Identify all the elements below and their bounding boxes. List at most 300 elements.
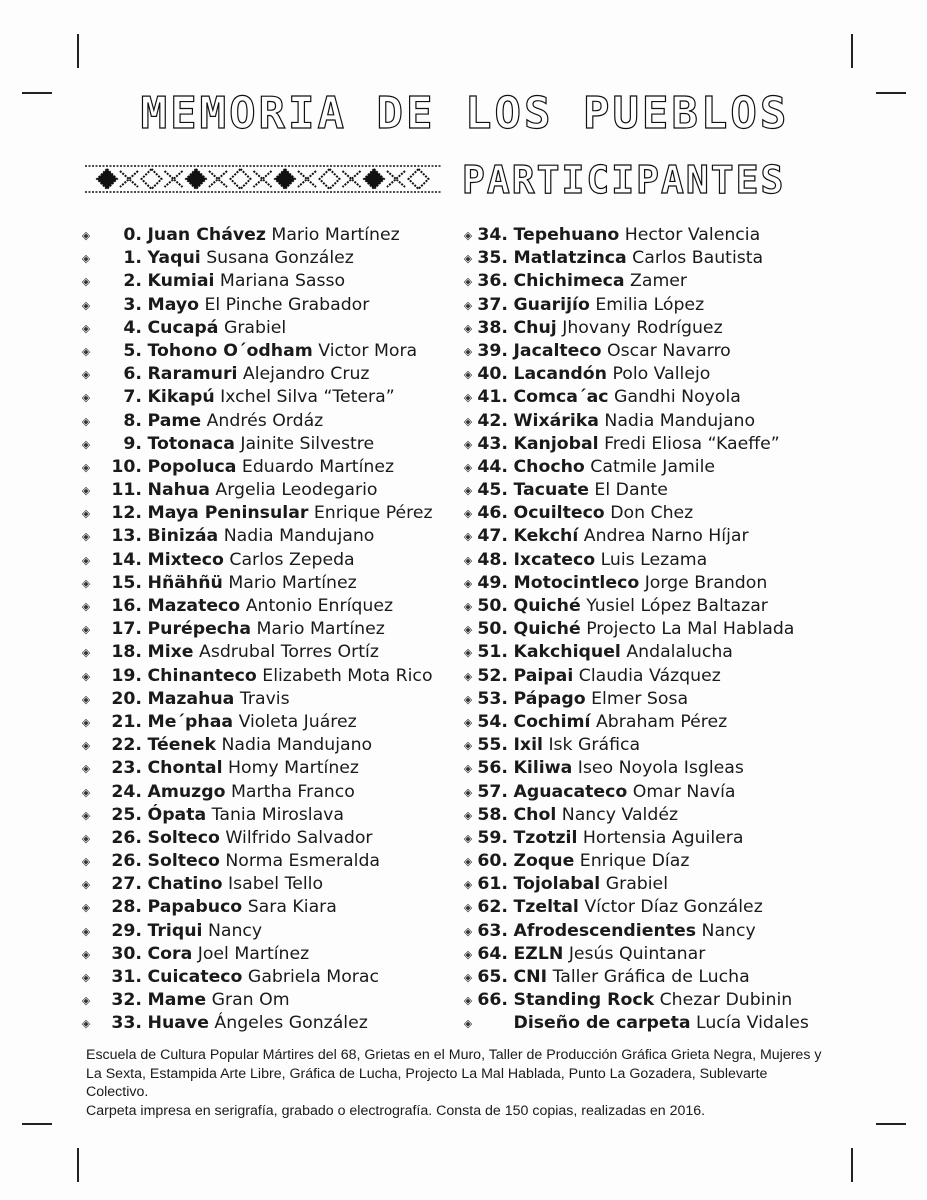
diamond-bullet-icon: ◈	[463, 994, 473, 1008]
diamond-bullet-icon: ◈	[81, 669, 91, 683]
entry-number: 1.	[123, 248, 142, 269]
embroidered-pattern-band	[85, 162, 441, 196]
diamond-bullet-icon: ◈	[463, 368, 473, 382]
list-item	[462, 270, 837, 293]
entry-number: 11.	[111, 480, 142, 501]
artist-name: Taller Gráfica de Lucha	[552, 967, 750, 987]
list-item	[462, 920, 837, 943]
diamond-bullet-icon: ◈	[81, 600, 91, 613]
diamond-bullet-icon: ◈	[463, 947, 473, 961]
list-item	[462, 711, 837, 734]
entry-number: 46.	[477, 503, 508, 524]
diamond-bullet-icon: ◈	[81, 530, 91, 544]
artist-name: Nancy Valdéz	[561, 804, 679, 825]
list-item	[462, 641, 837, 664]
people-name: Chol	[513, 804, 557, 825]
artist-name: Alejandro Cruz	[242, 364, 370, 385]
people-name: Amuzgo	[147, 781, 226, 802]
crop-mark	[77, 1148, 79, 1182]
list-item	[80, 1012, 455, 1035]
people-name: Mixe	[147, 642, 194, 663]
artist-name: Gabriela Morac	[247, 967, 379, 987]
people-name: Chinanteco	[147, 665, 257, 686]
entry-number: 28.	[111, 897, 142, 918]
entry-number: 6.	[123, 364, 142, 385]
entry-number: 20.	[111, 688, 142, 709]
list-item	[462, 294, 837, 317]
list-item	[80, 873, 455, 896]
artist-name: Isk Gráfica	[548, 735, 641, 756]
artist-name: Nancy	[701, 920, 756, 941]
list-item	[80, 641, 455, 664]
diamond-bullet-icon: ◈	[81, 994, 91, 1008]
participants-list-left	[80, 224, 455, 1036]
diamond-bullet-icon: ◈	[81, 947, 91, 961]
people-name: Nahua	[147, 480, 210, 501]
artist-name: Enrique Díaz	[579, 851, 690, 872]
artist-name: Luis Lezama	[600, 549, 708, 570]
entry-number: 36.	[477, 271, 508, 292]
list-item	[80, 711, 455, 734]
artist-name: Jainite Silvestre	[240, 433, 375, 454]
artist-name: Víctor Díaz González	[584, 897, 763, 918]
participants-heading: PARTICIPANTES	[462, 158, 786, 202]
people-name: Kakchiquel	[513, 642, 621, 663]
artist-name: Jesús Quintanar	[568, 943, 706, 964]
people-name: Hñähñü	[147, 572, 223, 593]
list-item	[462, 734, 837, 757]
people-name: Jacalteco	[513, 340, 602, 361]
diamond-bullet-icon: ◈	[463, 924, 473, 938]
edition-text: Carpeta impresa en serigrafía, grabado o electrografía. Consta de 150 copias, realizadas en 2016.	[86, 1102, 706, 1119]
people-name: Mixteco	[147, 549, 224, 570]
list-item	[80, 896, 455, 919]
entry-number: 24.	[111, 781, 142, 802]
diamond-bullet-icon: ◈	[463, 344, 473, 358]
artist-name: Mario Martínez	[271, 225, 400, 245]
entry-number: 3.	[123, 294, 142, 315]
artist-name: Abraham Pérez	[595, 711, 728, 732]
entry-number: 38.	[477, 317, 508, 338]
entry-number: 23.	[111, 758, 142, 779]
artist-name: Mario Martínez	[256, 619, 385, 640]
people-name: Kiliwa	[513, 758, 573, 779]
list-item	[80, 989, 455, 1012]
diamond-bullet-icon: ◈	[81, 901, 91, 915]
people-name: Matlatzinca	[513, 248, 627, 269]
people-name: Aguacateco	[513, 781, 628, 802]
entry-number: 47.	[477, 526, 508, 547]
diamond-bullet-icon: ◈	[81, 739, 91, 753]
list-item	[462, 433, 837, 456]
diamond-bullet-icon: ◈	[81, 576, 91, 590]
artist-name: Victor Mora	[318, 340, 418, 361]
diamond-bullet-icon: ◈	[81, 692, 91, 706]
entry-number: 33.	[111, 1013, 142, 1034]
diamond-bullet-icon: ◈	[81, 762, 91, 776]
diamond-bullet-icon: ◈	[463, 1017, 473, 1031]
artist-name: El Dante	[594, 480, 668, 501]
diamond-bullet-icon: ◈	[463, 623, 473, 637]
list-item	[80, 340, 455, 363]
artist-name: Norma Esmeralda	[225, 851, 381, 872]
artist-name: Catmile Jamile	[590, 456, 716, 477]
crop-mark	[876, 92, 906, 94]
artist-name: Jorge Brandon	[644, 572, 768, 593]
entry-number: 4.	[123, 317, 142, 338]
people-name: Chatino	[147, 874, 223, 895]
entry-number: 0.	[123, 225, 142, 245]
artist-name: Tania Miroslava	[211, 804, 344, 825]
list-item	[462, 757, 837, 780]
diamond-bullet-icon: ◈	[463, 437, 473, 451]
entry-number: 51.	[477, 642, 508, 663]
diamond-bullet-icon: ◈	[81, 785, 91, 799]
diamond-bullet-icon: ◈	[81, 484, 91, 498]
diamond-bullet-icon: ◈	[81, 229, 91, 242]
entry-number: 10.	[111, 456, 142, 477]
artist-name: Antonio Enríquez	[245, 596, 394, 616]
artist-name: Travis	[239, 688, 290, 709]
entry-number: 59.	[477, 827, 508, 848]
list-item	[80, 781, 455, 804]
people-name: Mame	[147, 990, 207, 1011]
people-name: Solteco	[147, 851, 220, 872]
entry-number: 57.	[477, 781, 508, 802]
people-name: Kekchí	[513, 526, 579, 547]
entry-number: 44.	[477, 456, 508, 477]
list-item	[462, 247, 837, 270]
people-name: EZLN	[513, 943, 564, 964]
list-item	[462, 850, 837, 873]
entry-number: 15.	[111, 572, 142, 593]
diamond-bullet-icon: ◈	[463, 739, 473, 753]
entry-number: 50.	[477, 619, 508, 640]
people-name: Ixil	[513, 735, 543, 756]
people-name: Chuj	[513, 317, 557, 338]
list-item	[462, 781, 837, 804]
artist-name: Yusiel López Baltazar	[586, 596, 768, 616]
people-name: Pápago	[513, 688, 586, 709]
artist-name: Isabel Tello	[228, 874, 324, 895]
diamond-bullet-icon: ◈	[463, 414, 473, 428]
artist-name: Jhovany Rodríguez	[562, 317, 723, 338]
entry-number: 26.	[111, 827, 142, 848]
diamond-bullet-icon: ◈	[81, 553, 91, 567]
entry-number: 55.	[477, 735, 508, 756]
list-item	[80, 572, 455, 595]
list-item	[462, 386, 837, 409]
artist-name: Omar Navía	[632, 781, 736, 802]
entry-number: 22.	[111, 735, 142, 756]
list-item	[462, 317, 837, 340]
diamond-bullet-icon: ◈	[81, 368, 91, 382]
diamond-bullet-icon: ◈	[81, 808, 91, 822]
crop-mark	[77, 34, 79, 68]
entry-number: 26.	[111, 851, 142, 872]
diamond-bullet-icon: ◈	[81, 275, 91, 289]
people-name: Quiché	[513, 596, 581, 616]
artist-name: Nadia Mandujano	[223, 526, 375, 547]
diamond-bullet-icon: ◈	[463, 808, 473, 822]
diamond-bullet-icon: ◈	[81, 878, 91, 892]
people-name: Maya Peninsular	[147, 503, 309, 524]
diamond-bullet-icon: ◈	[463, 971, 473, 984]
list-item	[80, 317, 455, 340]
entry-number: 58.	[477, 804, 508, 825]
artist-name: Carlos Zepeda	[229, 549, 355, 570]
artist-name: Eduardo Martínez	[241, 456, 395, 477]
list-item	[462, 989, 837, 1012]
list-item	[462, 363, 837, 386]
list-item	[462, 340, 837, 363]
list-item	[80, 410, 455, 433]
artist-name: Projecto La Mal Hablada	[586, 619, 795, 640]
people-name: Tepehuano	[513, 225, 620, 245]
artist-name: Mario Martínez	[228, 572, 357, 593]
people-name: Comca´ac	[513, 387, 609, 408]
collectives-text: Escuela de Cultura Popular Mártires del 68, Grietas en el Muro, Taller de Producción Gráfica Grieta Negra, Mujeres y La Sexta, Estampida Arte Libre, Gráfica de Lucha, Projecto La Mal Hablada, Punto La Gozadera, Sublevarte Colectivo.	[86, 1047, 822, 1101]
artist-name: Zamer	[630, 271, 688, 292]
diamond-bullet-icon: ◈	[81, 1017, 91, 1031]
list-item	[80, 224, 455, 247]
list-item	[80, 734, 455, 757]
people-name: Cucapá	[147, 317, 219, 338]
artist-name: Martha Franco	[231, 781, 355, 802]
people-name: Guarijío	[513, 294, 590, 315]
crop-mark	[22, 92, 52, 94]
people-name: Cochimí	[513, 711, 591, 732]
entry-number: 18.	[111, 642, 142, 663]
entry-number: 29.	[111, 920, 142, 941]
entry-number: 32.	[111, 990, 142, 1011]
people-name: Téenek	[147, 735, 216, 756]
list-item	[80, 502, 455, 525]
list-item	[80, 665, 455, 688]
people-name: Afrodescendientes	[513, 920, 697, 941]
entry-number: 17.	[111, 619, 142, 640]
list-item	[80, 386, 455, 409]
list-item	[80, 247, 455, 270]
artist-name: Asdrubal Torres Ortíz	[199, 642, 379, 663]
people-name: Standing Rock	[513, 990, 655, 1011]
diamond-bullet-icon: ◈	[463, 762, 473, 776]
list-item	[80, 525, 455, 548]
crop-mark	[851, 1148, 853, 1182]
people-name: Pame	[147, 410, 202, 431]
artist-name: Fredi Eliosa “Kaeffe”	[604, 433, 780, 454]
people-name: Huave	[147, 1013, 209, 1034]
artist-name: Nadia Mandujano	[604, 410, 756, 431]
entry-number: 8.	[123, 410, 142, 431]
diamond-bullet-icon: ◈	[81, 344, 91, 358]
entry-number: 45.	[477, 480, 508, 501]
diamond-bullet-icon: ◈	[81, 855, 91, 869]
diamond-bullet-icon: ◈	[463, 484, 473, 498]
people-name: Kikapú	[147, 387, 215, 408]
entry-number: 25.	[111, 804, 142, 825]
artist-name: El Pinche Grabador	[204, 294, 370, 315]
diamond-bullet-icon: ◈	[463, 576, 473, 590]
people-name: Tzeltal	[513, 897, 579, 918]
list-item	[462, 1012, 837, 1035]
artist-name: Claudia Vázquez	[578, 665, 721, 686]
people-name: Wixárika	[513, 410, 599, 431]
list-item	[80, 549, 455, 572]
artist-name: Don Chez	[610, 503, 694, 524]
artist-name: Wilfrido Salvador	[225, 827, 373, 848]
diamond-bullet-icon: ◈	[463, 507, 473, 521]
people-name: Tzotzil	[513, 827, 578, 848]
list-item	[462, 804, 837, 827]
entry-number: 2.	[123, 271, 142, 292]
list-item	[80, 804, 455, 827]
artist-name: Elizabeth Mota Rico	[262, 665, 433, 686]
people-name: Me´phaa	[147, 711, 234, 732]
artist-name: Violeta Juárez	[238, 711, 357, 732]
people-name: Binizáa	[147, 526, 219, 547]
artist-name: Hector Valencia	[624, 225, 761, 245]
list-item	[80, 943, 455, 966]
people-name: Paipai	[513, 665, 574, 686]
list-item	[80, 479, 455, 502]
people-name: Solteco	[147, 827, 220, 848]
diamond-bullet-icon: ◈	[81, 460, 91, 474]
diamond-bullet-icon: ◈	[463, 715, 473, 729]
artist-name: Sara Kiara	[247, 897, 337, 918]
entry-number: 37.	[477, 294, 508, 315]
people-name: Mazateco	[147, 596, 241, 616]
list-item	[462, 224, 837, 247]
diamond-bullet-icon: ◈	[81, 507, 91, 521]
page-title: MEMORIA DE LOS PUEBLOS	[140, 88, 790, 139]
people-name: Motocintleco	[513, 572, 640, 593]
entry-number: 14.	[111, 549, 142, 570]
crop-mark	[851, 34, 853, 68]
diamond-bullet-icon: ◈	[81, 437, 91, 451]
entry-number: 60.	[477, 851, 508, 872]
people-name: CNI	[513, 967, 548, 987]
diamond-bullet-icon: ◈	[463, 646, 473, 660]
diamond-bullet-icon: ◈	[81, 924, 91, 938]
people-name: Ocuilteco	[513, 503, 605, 524]
list-item	[462, 896, 837, 919]
artist-name: Hortensia Aguilera	[582, 827, 744, 848]
diamond-bullet-icon: ◈	[463, 252, 473, 266]
list-item	[462, 572, 837, 595]
artist-name: Enrique Pérez	[313, 503, 433, 524]
list-item	[462, 549, 837, 572]
entry-number: 30.	[111, 943, 142, 964]
artist-name: Nancy	[207, 920, 263, 941]
entry-number: 19.	[111, 665, 142, 686]
people-name: Papabuco	[147, 897, 243, 918]
entry-number: 43.	[477, 433, 508, 454]
diamond-bullet-icon: ◈	[463, 530, 473, 544]
diamond-bullet-icon: ◈	[463, 321, 473, 335]
diamond-bullet-icon: ◈	[463, 275, 473, 289]
people-name: Triqui	[147, 920, 203, 941]
list-item	[462, 966, 837, 989]
people-name: Ópata	[147, 804, 207, 825]
list-item	[462, 943, 837, 966]
people-name: Juan Chávez	[147, 225, 266, 245]
diamond-bullet-icon: ◈	[81, 623, 91, 637]
people-name: Yaqui	[147, 248, 201, 269]
diamond-bullet-icon: ◈	[463, 460, 473, 474]
artist-name: Chezar Dubinin	[659, 990, 793, 1011]
list-item	[462, 595, 837, 618]
people-name: Zoque	[513, 851, 575, 872]
list-item	[80, 595, 455, 618]
people-name: Cuicateco	[147, 967, 243, 987]
entry-number: 21.	[111, 711, 142, 732]
list-item	[80, 688, 455, 711]
people-name: Cora	[147, 943, 193, 964]
entry-number: 49.	[477, 572, 508, 593]
diamond-bullet-icon: ◈	[463, 391, 473, 405]
entry-number: 5.	[123, 340, 142, 361]
list-item	[462, 410, 837, 433]
entry-number: 66.	[477, 990, 508, 1011]
people-name: Popoluca	[147, 456, 237, 477]
entry-number: 13.	[111, 526, 142, 547]
diamond-bullet-icon: ◈	[81, 414, 91, 428]
list-item	[462, 525, 837, 548]
diamond-bullet-icon: ◈	[81, 391, 91, 405]
artist-name: Andrea Narno Híjar	[583, 526, 749, 547]
list-item	[80, 850, 455, 873]
entry-number: 12.	[111, 503, 142, 524]
artist-name: Grabiel	[223, 317, 287, 338]
colophon	[86, 1046, 826, 1120]
list-item	[462, 456, 837, 479]
list-item	[462, 688, 837, 711]
diamond-bullet-icon: ◈	[463, 600, 473, 613]
diamond-bullet-icon: ◈	[81, 715, 91, 729]
entry-number: 31.	[111, 967, 142, 987]
entry-number: 39.	[477, 340, 508, 361]
list-item	[80, 363, 455, 386]
diamond-bullet-icon: ◈	[463, 692, 473, 706]
artist-name: Gran Om	[211, 990, 290, 1011]
diamond-bullet-icon: ◈	[81, 646, 91, 660]
people-name: Kanjobal	[513, 433, 599, 454]
artist-name: Argelia Leodegario	[215, 480, 378, 501]
people-name: Tacuate	[513, 480, 589, 501]
entry-number: 27.	[111, 874, 142, 895]
list-item	[80, 433, 455, 456]
people-name: Chichimeca	[513, 271, 625, 292]
diamond-bullet-icon: ◈	[463, 878, 473, 892]
diamond-bullet-icon: ◈	[81, 252, 91, 266]
entry-number: 64.	[477, 943, 508, 964]
entry-number: 65.	[477, 967, 508, 987]
artist-name: Gandhi Noyola	[614, 387, 741, 408]
people-name: Diseño de carpeta	[513, 1013, 691, 1034]
diamond-bullet-icon: ◈	[463, 785, 473, 799]
entry-number: 34.	[477, 225, 508, 245]
artist-name: Polo Vallejo	[612, 364, 711, 385]
list-item	[80, 827, 455, 850]
entry-number: 50.	[477, 596, 508, 616]
entry-number: 61.	[477, 874, 508, 895]
people-name: Mayo	[147, 294, 199, 315]
artist-name: Joel Martínez	[197, 943, 310, 964]
list-item	[462, 665, 837, 688]
entry-number: 52.	[477, 665, 508, 686]
entry-number: 63.	[477, 920, 508, 941]
